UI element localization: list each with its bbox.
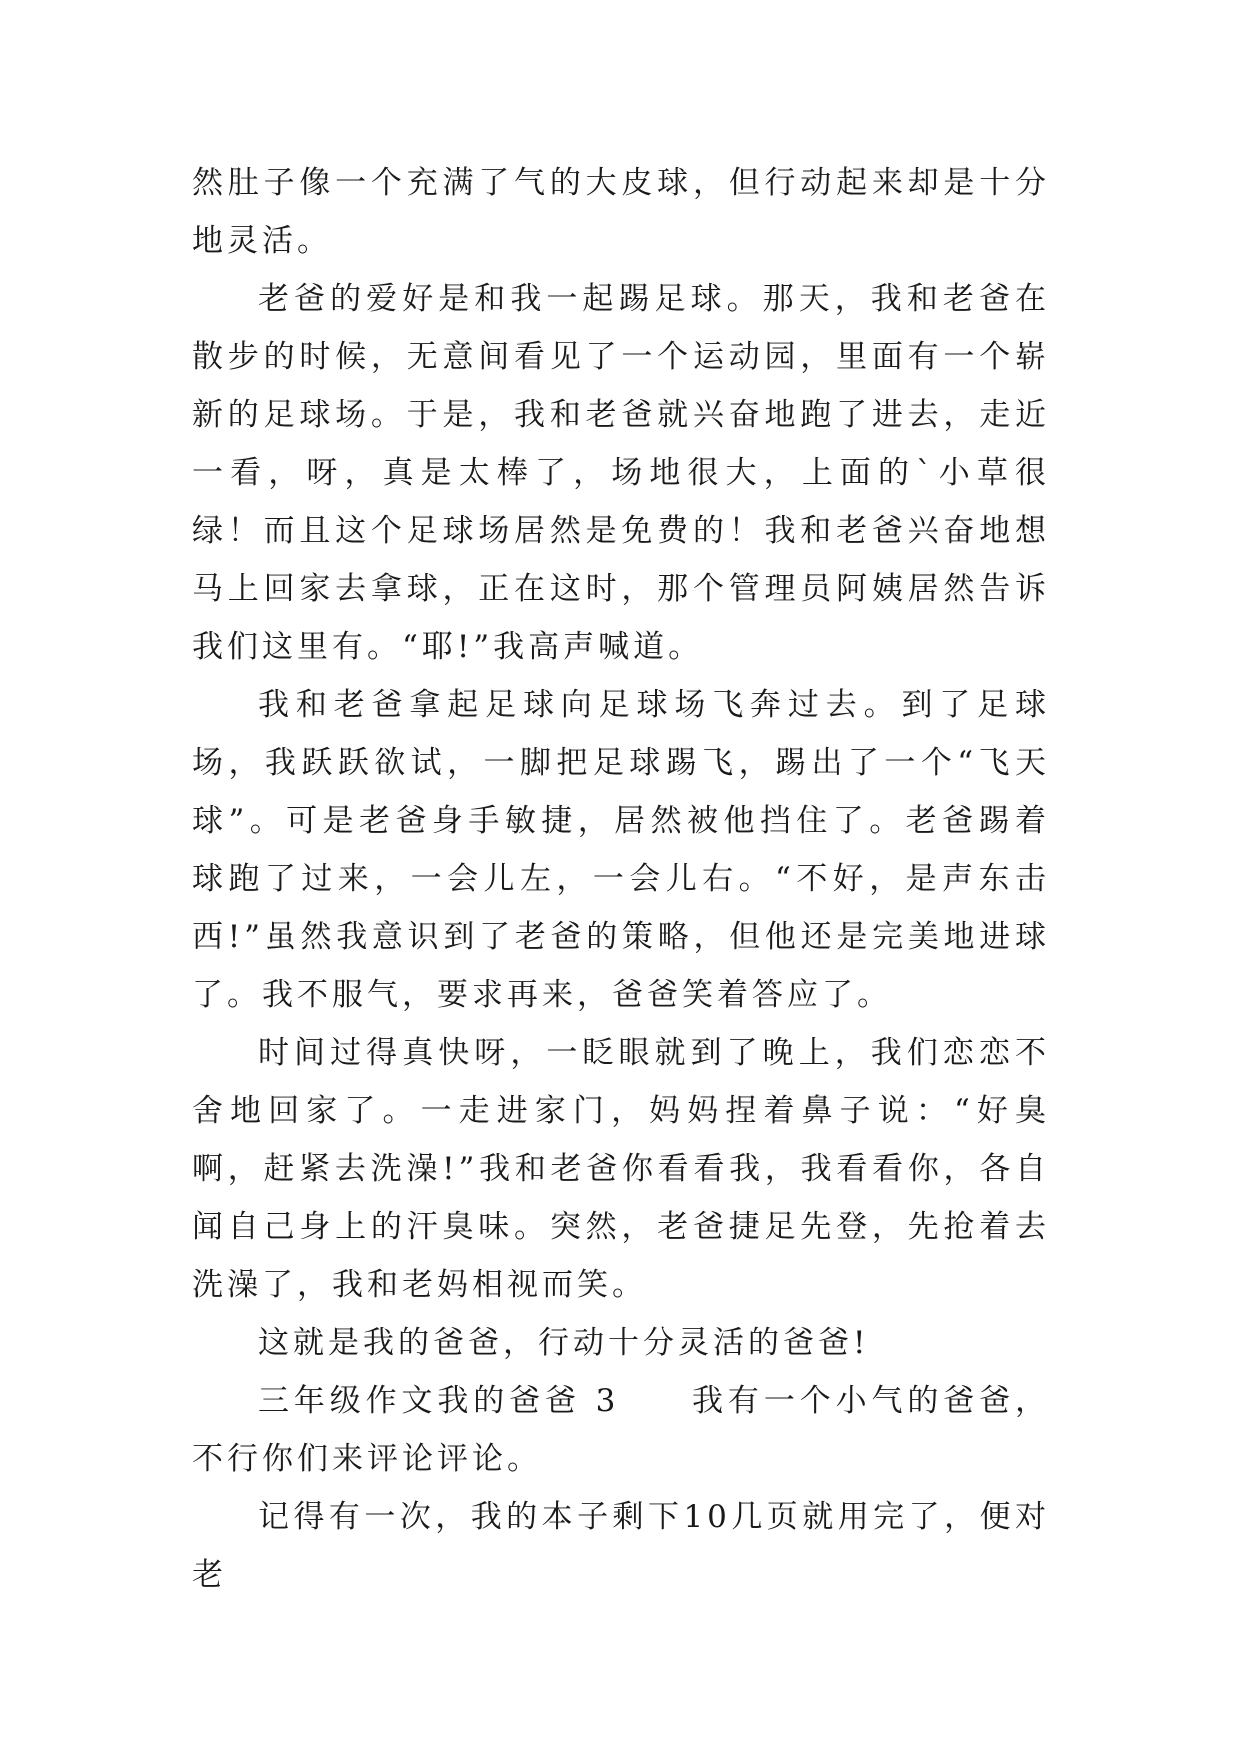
paragraph-1: 然肚子像一个充满了气的大皮球，但行动起来却是十分地灵活。	[192, 165, 1050, 259]
paragraph-3: 我和老爸拿起足球向足球场飞奔过去。到了足球场，我跃跃欲试，一脚把足球踢飞，踢出了一个“飞天球”。可是老爸身手敏捷，居然被他挡住了。老爸踢着球跑了过来，一会儿左，一会儿右。“不好，是声东击西!”虽然我意识到了老爸的策略，但他还是完美地进球了。我不服气，要求再来，爸爸笑着答应了。	[192, 687, 1050, 1013]
paragraph-5: 这就是我的爸爸，行动十分灵活的爸爸!	[258, 1325, 870, 1361]
paragraph-6: 三年级作文我的爸爸 3 我有一个小气的爸爸，不行你们来评论评论。	[192, 1383, 1050, 1477]
paragraph-7: 记得有一次，我的本子剩下10几页就用完了，便对老	[192, 1499, 1050, 1593]
paragraph-2: 老爸的爱好是和我一起踢足球。那天，我和老爸在散步的时候，无意间看见了一个运动园，里面有一个崭新的足球场。于是，我和老爸就兴奋地跑了进去，走近一看，呀，真是太棒了，场地很大，上面的`小草很绿！而且这个足球场居然是免费的！我和老爸兴奋地想马上回家去拿球，正在这时，那个管理员阿姨居然告诉我们这里有。“耶!”我高声喊道。	[192, 281, 1050, 665]
document-body	[192, 154, 1050, 1604]
paragraph-4: 时间过得真快呀，一眨眼就到了晚上，我们恋恋不舍地回家了。一走进家门，妈妈捏着鼻子说：“好臭啊，赶紧去洗澡!”我和老爸你看看我，我看看你，各自闻自己身上的汗臭味。突然，老爸捷足先登，先抢着去洗澡了，我和老妈相视而笑。	[192, 1035, 1050, 1303]
